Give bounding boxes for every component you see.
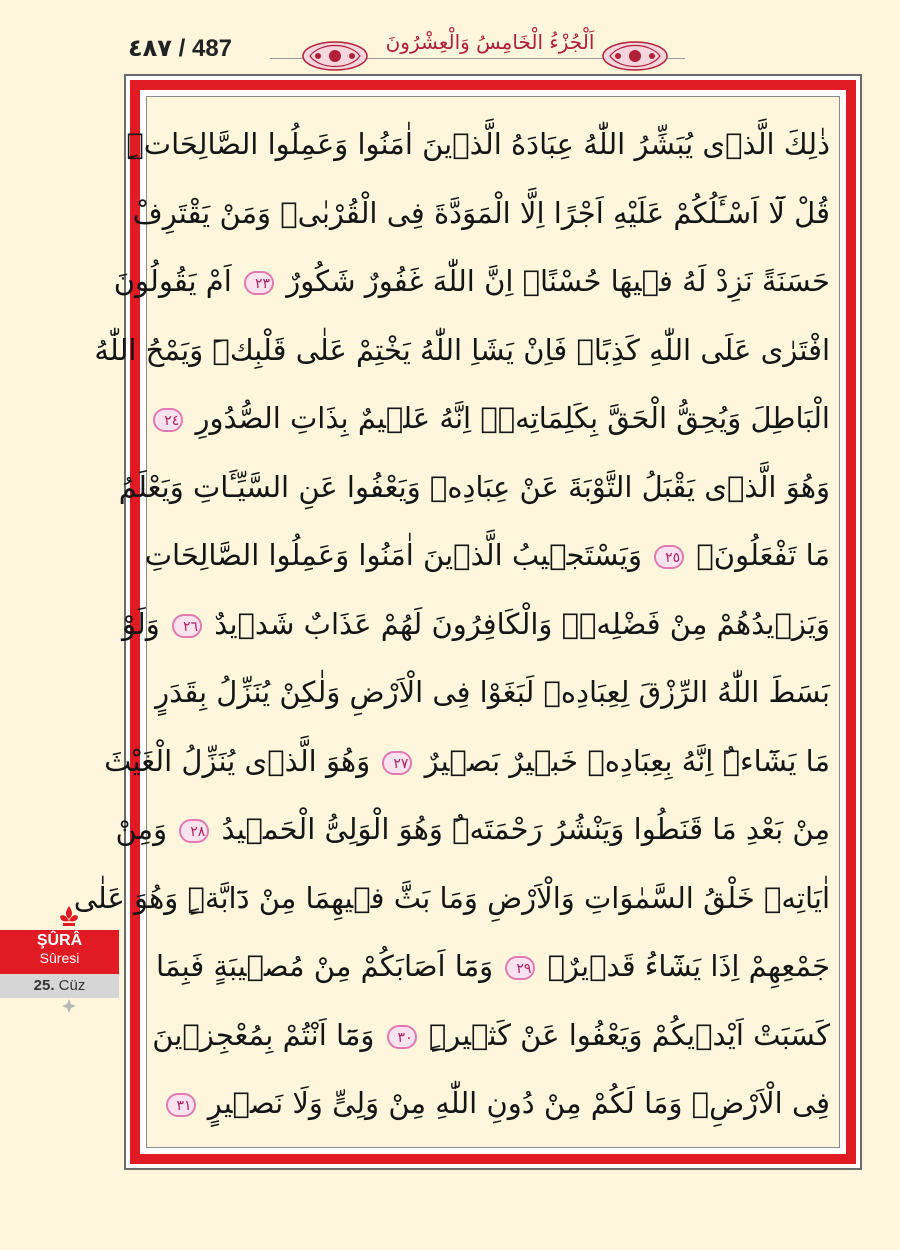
fleur-de-lis-icon [58, 905, 80, 929]
line-text-after-marker: وَيَسْتَجٖيبُ الَّذٖينَ اٰمَنُوا وَعَمِلُوا الصَّالِحَاتِ [144, 538, 642, 572]
page-number-latin: 487 [191, 35, 233, 62]
text-line [144, 521, 830, 590]
juz-number: 25. [33, 977, 55, 994]
line-text-after-marker: اَمْ يَقُولُونَ [113, 264, 232, 298]
line-text: كَسَبَتْ اَيْدٖيكُمْ وَيَعْفُوا عَنْ كَثٖيرٍۜ [428, 1017, 830, 1052]
right-ornament-icon [600, 38, 670, 74]
line-text: فِى الْاَرْضِۚ وَمَا لَكُمْ مِنْ دُونِ اللّٰهِ مِنْ وَلِىٍّ وَلَا نَصٖيرٍ [207, 1086, 830, 1120]
text-line [121, 590, 830, 659]
text-line [115, 795, 830, 864]
line-text-after-marker: وَهُوَ الَّذٖى يُنَزِّلُ الْغَيْثَ [104, 743, 371, 778]
ayah-number-marker: ٢٣ [244, 271, 274, 295]
small-ornament-icon [62, 999, 76, 1013]
line-text: افْتَرٰى عَلَى اللّٰهِ كَذِبًاۚ فَاِنْ يَشَاِ اللّٰهُ يَخْتِمْ عَلٰى قَلْبِكَۜ وَيَمْحُ اللّٰهُ [94, 332, 830, 367]
juz-label: Cüz [58, 977, 86, 994]
juz-title: اَلْجُزْءُ الْخَامِسُ وَالْعِشْرُونَ [375, 30, 605, 54]
line-text-after-marker: وَمَٓا اَنْتُمْ بِمُعْجِزٖينَ [152, 1017, 375, 1052]
text-line [156, 384, 830, 453]
line-text: وَهُوَ الَّذٖى يَقْبَلُ التَّوْبَةَ عَنْ عِبَادِهٖ وَيَعْفُوا عَنِ السَّيِّـَٔاتِ وَيَعْلَمُ [118, 469, 830, 504]
line-text-after-marker: وَلَوْ [121, 606, 160, 641]
ayah-number-marker: ٢٤ [153, 408, 183, 432]
text-line [73, 864, 830, 933]
text-line [156, 658, 830, 727]
line-text: مِنْ بَعْدِ مَا قَنَطُوا وَيَنْشُرُ رَحْمَتَهُۜ وَهُوَ الْوَلِىُّ الْحَمٖيدُ [221, 812, 830, 846]
line-text-after-marker: وَمِنْ [115, 812, 168, 846]
sura-tab[interactable] [0, 930, 119, 974]
text-line [126, 110, 830, 179]
line-text: بَسَطَ اللّٰهُ الرِّزْقَ لِعِبَادِهٖ لَبَغَوْا فِى الْاَرْضِ وَلٰكِنْ يُنَزِّلُ بِقَدَرٍ [155, 675, 830, 709]
text-line [113, 247, 830, 316]
text-line [156, 932, 830, 1001]
line-text-after-marker: وَمَٓا اَصَابَكُمْ مِنْ مُصٖيبَةٍ فَبِمَا [156, 949, 494, 983]
text-line [94, 316, 830, 385]
line-text: ذٰلِكَ الَّذٖى يُبَشِّرُ اللّٰهُ عِبَادَهُ الَّذٖينَ اٰمَنُوا وَعَمِلُوا الصَّالِحَاتِۜ [126, 127, 830, 161]
sura-name: ŞÛRÂ [36, 932, 83, 949]
left-ornament-icon [300, 38, 370, 74]
quran-text-area [73, 98, 838, 1146]
ayah-number-marker: ٣١ [166, 1093, 196, 1117]
line-text: وَيَزٖيدُهُمْ مِنْ فَضْلِهٖۜ وَالْكَافِرُونَ لَهُمْ عَذَابٌ شَدٖيدٌ [214, 606, 830, 641]
ayah-number-marker: ٢٩ [505, 956, 535, 980]
text-line [152, 1001, 830, 1070]
line-text: الْبَاطِلَ وَيُحِقُّ الْحَقَّ بِكَلِمَاتِهٖۜ اِنَّهُ عَلٖيمٌ بِذَاتِ الصُّدُورِ [195, 401, 830, 435]
sura-sidebar[interactable] [0, 905, 120, 1015]
text-line [132, 179, 830, 248]
ayah-number-marker: ٢٥ [654, 545, 684, 569]
sura-label: Sûresi [39, 950, 80, 966]
ayah-number-marker: ٢٦ [172, 614, 202, 638]
page-number-separator: / [171, 35, 192, 62]
ayah-number-marker: ٢٧ [382, 751, 412, 775]
text-line [104, 727, 830, 796]
page-number-arabic: ٤٨٧ [128, 34, 172, 62]
line-text: اٰيَاتِهٖ خَلْقُ السَّمٰوَاتِ وَالْاَرْضِ وَمَا بَثَّ فٖيهِمَا مِنْ دَٓابَّةٍۜ وَهُوَ عَلٰى [73, 880, 830, 915]
juz-tab[interactable] [0, 974, 119, 998]
line-text: مَا تَفْعَلُونَۙ [696, 538, 830, 572]
ayah-number-marker: ٣٠ [387, 1025, 417, 1049]
line-text: قُلْ لَٓا اَسْـَٔلُكُمْ عَلَيْهِ اَجْرًا اِلَّا الْمَوَدَّةَ فِى الْقُرْبٰىۜ وَمَنْ يَقْتَرِفْ [132, 195, 830, 230]
line-text: مَا يَشَٓاءُۜ اِنَّهُ بِعِبَادِهٖ خَبٖيرٌ بَصٖيرٌ [424, 743, 830, 778]
line-text: جَمْعِهِمْ اِذَا يَشَٓاءُ قَدٖيرٌۚ [547, 949, 831, 983]
ayah-number-marker: ٢٨ [179, 819, 209, 843]
text-line [118, 453, 830, 522]
text-line [156, 1069, 830, 1138]
line-text: حَسَنَةً نَزِدْ لَهُ فٖيهَا حُسْنًاۜ اِنَّ اللّٰهَ غَفُورٌ شَكُورٌ [286, 264, 830, 298]
page-number [128, 34, 232, 63]
